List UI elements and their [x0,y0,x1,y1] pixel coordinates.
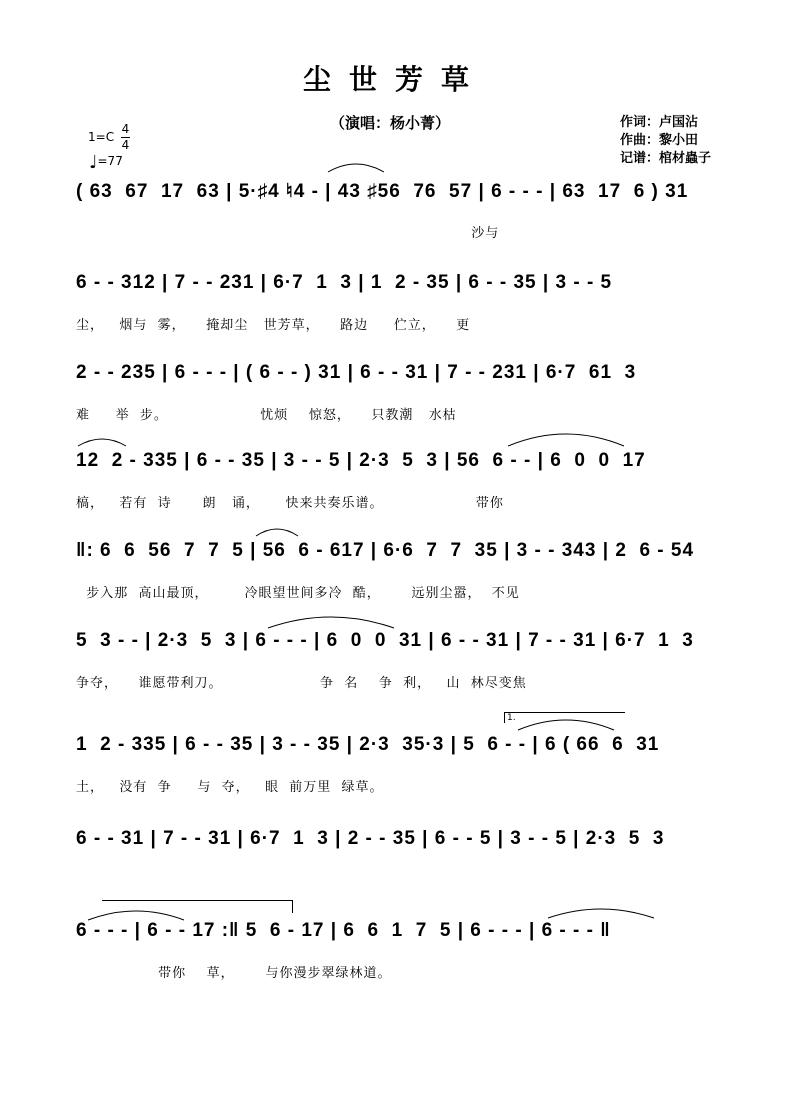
slur [86,906,186,922]
quarter-note-icon: ♩ [89,152,98,173]
tempo-value: =77 [97,154,123,168]
time-denominator: 4 [121,138,130,152]
singer-credit: （演唱：杨小菁） [330,114,451,132]
notation-line: ‖: 6 6 56 7 7 5 | 56 6 - 617 | 6·6 7 7 35 | 3 - - 343 | 2 6 - 54 [76,540,695,561]
lyric-line: 槁， 若有 诗 朗 诵， 快来共奏乐谱。 带你 [76,496,504,511]
lyric-line: 土， 没有 争 与 夺， 眼 前万里 绿草。 [76,780,384,795]
page-title: 尘世芳草 [302,63,487,96]
transcriber-credit: 记谱：棺材蟲子 [620,151,712,166]
slur [326,158,386,174]
notation-line: 6 - - 312 | 7 - - 231 | 6·7 1 3 | 1 2 - 35 | 6 - - 35 | 3 - - 5 [76,272,613,293]
lyricist-credit: 作词：卢国沾 [620,115,699,130]
composer-credit: 作曲：黎小田 [620,133,699,148]
slur [546,904,656,920]
lyric-line: 尘， 烟与 雾， 掩却尘 世芳草， 路边 伫立， 更 [76,318,471,333]
credits-block [620,114,711,168]
slur [516,714,616,732]
notation-line: 5 3 - - | 2·3 5 3 | 6 - - - | 6 0 0 31 | 6 - - 31 | 7 - - 31 | 6·7 1 3 [76,630,694,651]
slur [76,434,128,448]
lyric-line: 步入那 高山最顶， 冷眼望世间多冷 酷， 远别尘嚣， 不见 [76,586,520,601]
notation-line: ( 63 67 17 63 | 5·♯4 ♮4 - | 43 ♯56 76 57 | 6 - - - | 63 17 6 ) 31 [76,181,689,202]
tempo-marking [89,152,123,173]
volta-label: 1. [507,713,516,723]
slur [506,428,626,448]
notation-line: 12 2 - 335 | 6 - - 35 | 3 - - 5 | 2·3 5 3 | 56 6 - - | 6 0 0 17 [76,450,646,471]
lyric-line: 难 举 步。 忧烦 惊怒， 只教潮 水枯 [76,408,457,423]
notation-line: 6 - - 31 | 7 - - 31 | 6·7 1 3 | 2 - - 35 | 6 - - 5 | 3 - - 5 | 2·3 5 3 [76,828,665,849]
slur [266,612,396,630]
lyric-line: 争夺， 谁愿带利刀。 争 名 争 利， 山 林尽变焦 [76,676,527,691]
lyric-line: 带你 草， 与你漫步翠绿林道。 [76,966,392,981]
slur [254,524,300,538]
notation-line: 1 2 - 335 | 6 - - 35 | 3 - - 35 | 2·3 35·3 | 5 6 - - | 6 ( 66 6 31 [76,734,660,755]
key-signature: 1=C [88,130,115,144]
notation-line: 2 - - 235 | 6 - - - | ( 6 - - ) 31 | 6 - - 31 | 7 - - 231 | 6·7 61 3 [76,362,637,383]
time-signature [121,122,130,153]
notation-line: 6 - - - | 6 - - 17 :‖ 5 6 - 17 | 6 6 1 7 5 | 6 - - - | 6 - - - ‖ [76,920,611,941]
time-numerator: 4 [121,122,130,136]
lyric-line: 沙与 [76,226,500,241]
